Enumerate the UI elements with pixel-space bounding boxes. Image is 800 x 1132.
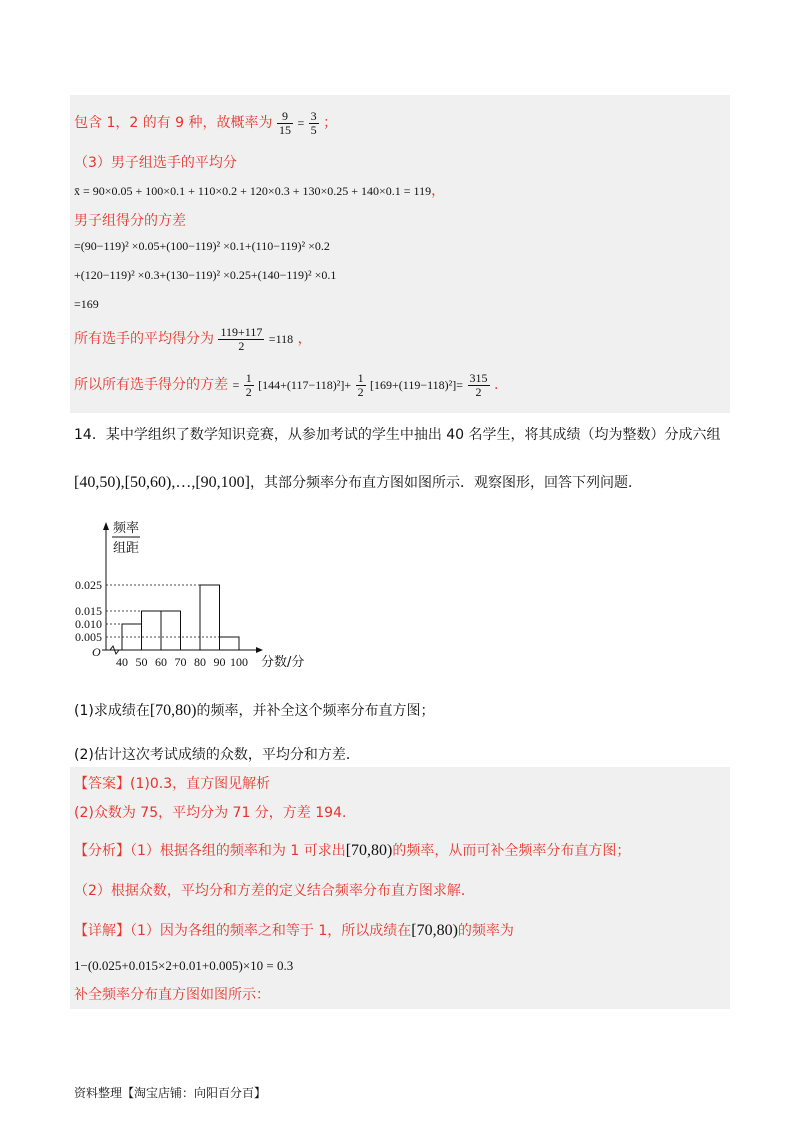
half-fraction-1: $\frac{1}{2}$ [245, 371, 252, 399]
analysis-line-2: （2）根据众数，平均分和方差的定义结合频率分布直方图求解． [74, 883, 475, 899]
footer-text: 资料整理【淘宝店铺：向阳百分百】 [74, 1086, 267, 1100]
detail-end: 补全频率分布直方图如图所示： [74, 987, 270, 1003]
y-tick-label: 0.015 [75, 604, 102, 618]
prob-line: 包含 1，2 的有 9 种，故概率为 $\frac{9}{15}$ = $\frac{3}{5}$ ； [74, 109, 338, 137]
histogram-bar [142, 611, 162, 650]
variance-label: 男子组得分的方差 [74, 213, 186, 229]
prob-fraction-2: $\frac{3}{5}$ [310, 109, 317, 137]
prob-text: 包含 1，2 的有 9 种，故概率为 [74, 115, 273, 132]
question-14-line-1: 14．某中学组织了数学知识竞赛，从参加考试的学生中抽出 40 名学生，将其成绩（均为整数）分成六组 [74, 427, 721, 443]
prob-fraction-1: $\frac{9}{15}$ [278, 109, 291, 137]
y-tick-label: 0.025 [75, 578, 102, 592]
all-variance-line: 所以所有选手得分的方差 = $\frac{1}{2}$ [144+(117−118)²]+ $\frac{1}{2}$ [169+(119−118)²]= $\frac{315}{2}$ . [74, 371, 499, 399]
answer-line-2: (2)众数为 75，平均分为 71 分，方差 194． [74, 805, 356, 821]
variance-line-3: =169 [74, 297, 99, 311]
variance-line-1: =(90−119)² ×0.05+(100−119)² ×0.1+(110−119)² ×0.2 [74, 239, 330, 253]
analysis-interval: [70,80) [345, 842, 393, 859]
x-tick-label: 70 [174, 655, 187, 669]
x-tick-label: 80 [194, 655, 206, 669]
x-tick-label: 40 [116, 655, 128, 669]
part1-interval: [70,80) [149, 702, 197, 719]
detail-interval: [70,80) [411, 922, 458, 939]
x-tick-label: 90 [213, 655, 226, 669]
answer-line-1: 【答案】(1)0.3，直方图见解析 [74, 776, 271, 792]
average-fraction: $\frac{119+117}{2}$ [220, 325, 263, 353]
detail-line-1: 【详解】（1）因为各组的频率之和等于 1，所以成绩在[70,80)的频率为 [74, 922, 514, 939]
origin-label: O [92, 645, 101, 659]
y-tick-label: 0.010 [75, 617, 102, 631]
average-line: 所有选手的平均得分为 $\frac{119+117}{2}$ =118 ， [74, 325, 312, 353]
question-14-part-2: (2)估计这次考试成绩的众数，平均分和方差． [74, 747, 360, 763]
y-axis-arrow [103, 522, 109, 530]
half-fraction-2: $\frac{1}{2}$ [357, 371, 364, 399]
histogram-bar [161, 611, 181, 650]
histogram-group [75, 520, 304, 670]
question-14-line-2: [40,50),[50,60),…,[90,100]，其部分频率分布直方图如图所示．观察图形，回答下列问题． [74, 474, 642, 491]
result-fraction: $\frac{315}{2}$ [469, 371, 488, 399]
x-tick-label: 50 [135, 655, 148, 669]
step3-label: （3）男子组选手的平均分 [74, 155, 237, 171]
analysis-line-1: 【分析】（1）根据各组的频率和为 1 可求出[70,80)的频率，从而可补全频率分布直方图； [74, 842, 631, 859]
y-tick-label: 0.005 [75, 630, 102, 644]
y-label-denominator: 组距 [112, 541, 140, 556]
histogram-bar [200, 585, 220, 650]
x-axis-arrow [256, 647, 263, 653]
detail-formula: 1−(0.025+0.015×2+0.01+0.005)×10 = 0.3 [74, 958, 294, 973]
frequency-histogram [66, 518, 306, 678]
interval-list: [40,50),[50,60),…,[90,100] [74, 474, 250, 491]
x-tick-label: 100 [230, 655, 248, 669]
x-axis-label: 分数/分 [261, 655, 305, 670]
histogram-bar [220, 637, 240, 650]
mean-formula: x̄ = 90×0.05 + 100×0.1 + 110×0.2 + 120×0.3 + 130×0.25 + 140×0.1 = 119， [74, 183, 446, 199]
x-tick-label: 60 [155, 655, 167, 669]
y-label-numerator: 频率 [112, 521, 140, 536]
solution-block-1 [70, 95, 730, 413]
question-14-part-1: (1)求成绩在[70,80)的频率，并补全这个频率分布直方图； [74, 702, 435, 719]
variance-line-2: +(120−119)² ×0.3+(130−119)² ×0.25+(140−119)² ×0.1 [74, 268, 337, 282]
